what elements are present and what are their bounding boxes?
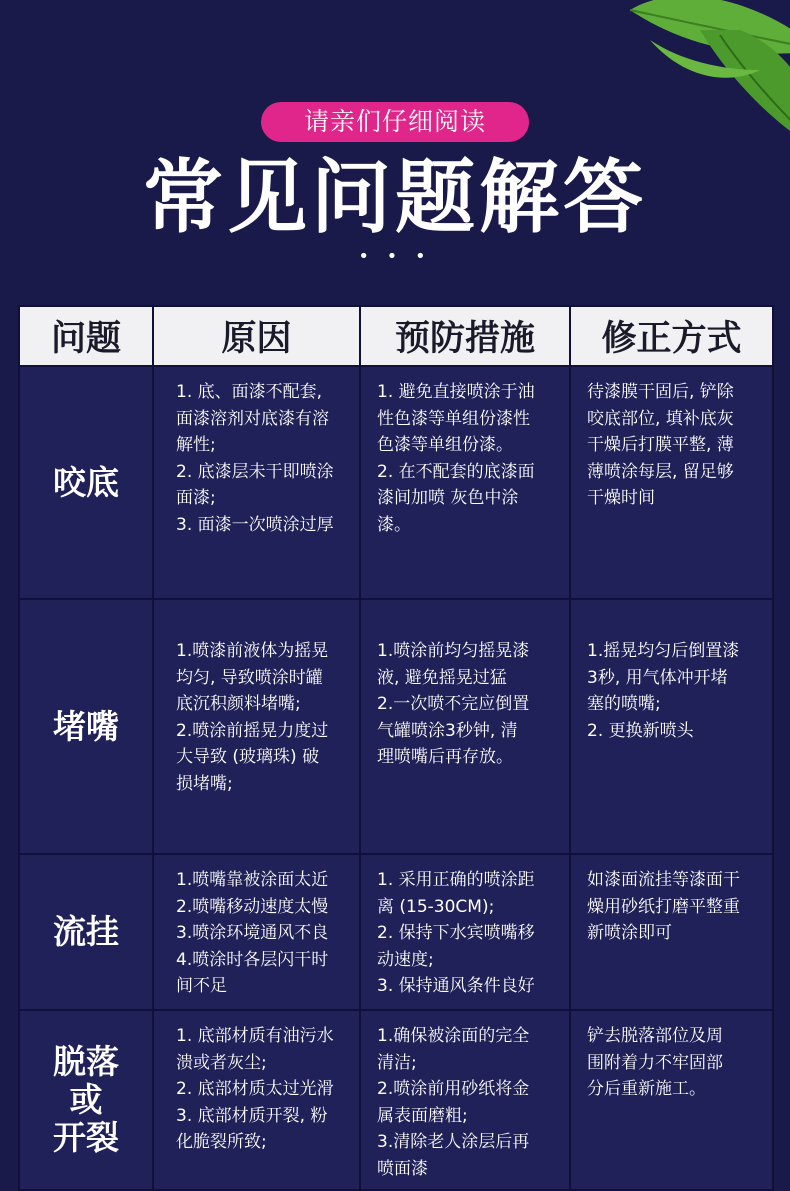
text-line: 干燥时间: [587, 488, 655, 508]
table-row: [19, 1010, 773, 1190]
text-line: 1.确保被涂面的完全: [377, 1026, 530, 1046]
text-line: 大导致 (玻璃珠) 破: [176, 747, 320, 767]
problem-cell: 咬底: [19, 366, 153, 599]
text-line: 2.一次喷不完应倒置: [377, 694, 530, 714]
text-line: 薄喷涂每层, 留足够: [587, 461, 734, 482]
leaf-decoration: [590, 0, 790, 160]
text-line: 解性;: [176, 435, 216, 455]
text-line: 开裂: [53, 1118, 119, 1157]
text-line: 3.清除老人涂层后再: [377, 1132, 530, 1152]
prevention-cell: [360, 366, 570, 599]
text-line: 4.喷涂时各层闪干时: [176, 949, 329, 970]
read-carefully-pill: 请亲们仔细阅读: [261, 102, 529, 142]
text-line: 底沉积颜料堵嘴;: [176, 694, 301, 714]
text-line: 3. 底部材质开裂, 粉: [176, 1105, 328, 1126]
text-line: 1.喷涂前均匀摇晃漆: [377, 641, 530, 661]
page-title: 常见问题解答: [143, 151, 647, 244]
cause-cell: [153, 599, 360, 854]
text-line: 离 (15-30CM);: [377, 896, 495, 917]
text-line: 如漆面流挂等漆面干: [587, 870, 740, 890]
fix-cell: [570, 599, 773, 854]
text-line: 2.喷涂前用砂纸将金: [377, 1079, 530, 1099]
text-line: 属表面磨粗;: [377, 1105, 468, 1126]
text-line: 1. 避免直接喷涂于油: [377, 382, 535, 402]
table-header-row: [19, 306, 773, 366]
header-cause: 原因: [153, 306, 360, 366]
text-line: 分后重新施工。: [587, 1079, 706, 1099]
text-line: 咬底部位, 填补底灰: [587, 408, 734, 429]
text-line: 化脆裂所致;: [176, 1132, 267, 1152]
text-line: 2. 底部材质太过光滑: [176, 1079, 334, 1099]
text-line: 清洁;: [377, 1052, 417, 1073]
text-line: 围附着力不牢固部: [587, 1052, 723, 1073]
text-line: 均匀, 导致喷涂时罐: [176, 667, 323, 688]
text-line: 2. 底漆层未干即喷涂: [176, 461, 334, 482]
text-line: 溃或者灰尘;: [176, 1052, 267, 1073]
text-line: 铲去脱落部位及周: [587, 1026, 723, 1046]
text-line: 2. 在不配套的底漆面: [377, 461, 535, 482]
text-line: 1.喷漆前液体为摇晃: [176, 641, 329, 661]
text-line: 1. 底、面漆不配套,: [176, 382, 323, 402]
table-row: [19, 366, 773, 599]
cause-cell: [153, 366, 360, 599]
header-fix: 修正方式: [570, 306, 773, 366]
text-line: 液, 避免摇晃过猛: [377, 667, 507, 688]
text-line: 1. 底部材质有油污水: [176, 1026, 334, 1046]
text-line: 损堵嘴;: [176, 773, 233, 794]
text-line: 气罐喷涂3秒钟, 清: [377, 720, 518, 741]
fix-cell: [570, 366, 773, 599]
title-dots: • • •: [358, 246, 432, 267]
text-line: 色漆等单组份漆。: [377, 435, 513, 455]
text-line: 待漆膜干固后, 铲除: [587, 382, 734, 402]
text-line: 2.喷嘴移动速度太慢: [176, 896, 329, 917]
text-line: 2.喷涂前摇晃力度过: [176, 720, 329, 741]
text-line: 喷面漆: [377, 1158, 428, 1179]
table-row: [19, 854, 773, 1010]
text-line: 脱落: [53, 1042, 119, 1081]
text-line: 3秒, 用气体冲开堵: [587, 667, 728, 688]
problem-cell: 堵嘴: [19, 599, 153, 854]
text-line: 漆间加喷 灰色中涂: [377, 488, 519, 508]
fix-cell: [570, 854, 773, 1010]
text-line: 3.喷涂环境通风不良: [176, 923, 329, 943]
cause-cell: [153, 854, 360, 1010]
text-line: 塞的喷嘴;: [587, 694, 661, 714]
faq-table: [18, 305, 774, 1191]
text-line: 燥用砂纸打磨平整重: [587, 896, 740, 917]
text-line: 面漆溶剂对底漆有溶: [176, 408, 329, 429]
prevention-cell: [360, 854, 570, 1010]
text-line: 面漆;: [176, 488, 216, 508]
text-line: 3. 保持通风条件良好: [377, 976, 535, 996]
text-line: 2. 更换新喷头: [587, 720, 694, 741]
problem-cell: 流挂: [19, 854, 153, 1010]
text-line: 间不足: [176, 976, 227, 996]
text-line: 1. 采用正确的喷涂距: [377, 870, 535, 890]
table-row: [19, 599, 773, 854]
problem-cell: [19, 1010, 153, 1190]
text-line: 或: [69, 1080, 103, 1119]
prevention-cell: [360, 599, 570, 854]
text-line: 干燥后打膜平整, 薄: [587, 435, 734, 455]
fix-cell: [570, 1010, 773, 1190]
header-prevention: 预防措施: [360, 306, 570, 366]
text-line: 1.喷嘴靠被涂面太近: [176, 870, 329, 890]
cause-cell: [153, 1010, 360, 1190]
text-line: 2. 保持下水宾喷嘴移: [377, 923, 535, 943]
text-line: 1.摇晃均匀后倒置漆: [587, 641, 740, 661]
text-line: 新喷涂即可: [587, 923, 672, 943]
text-line: 动速度;: [377, 949, 434, 970]
text-line: 3. 面漆一次喷涂过厚: [176, 514, 334, 535]
text-line: 漆。: [377, 514, 411, 535]
text-line: 理喷嘴后再存放。: [377, 747, 513, 767]
prevention-cell: [360, 1010, 570, 1190]
header-problem: 问题: [19, 306, 153, 366]
text-line: 性色漆等单组份漆性: [377, 408, 530, 429]
